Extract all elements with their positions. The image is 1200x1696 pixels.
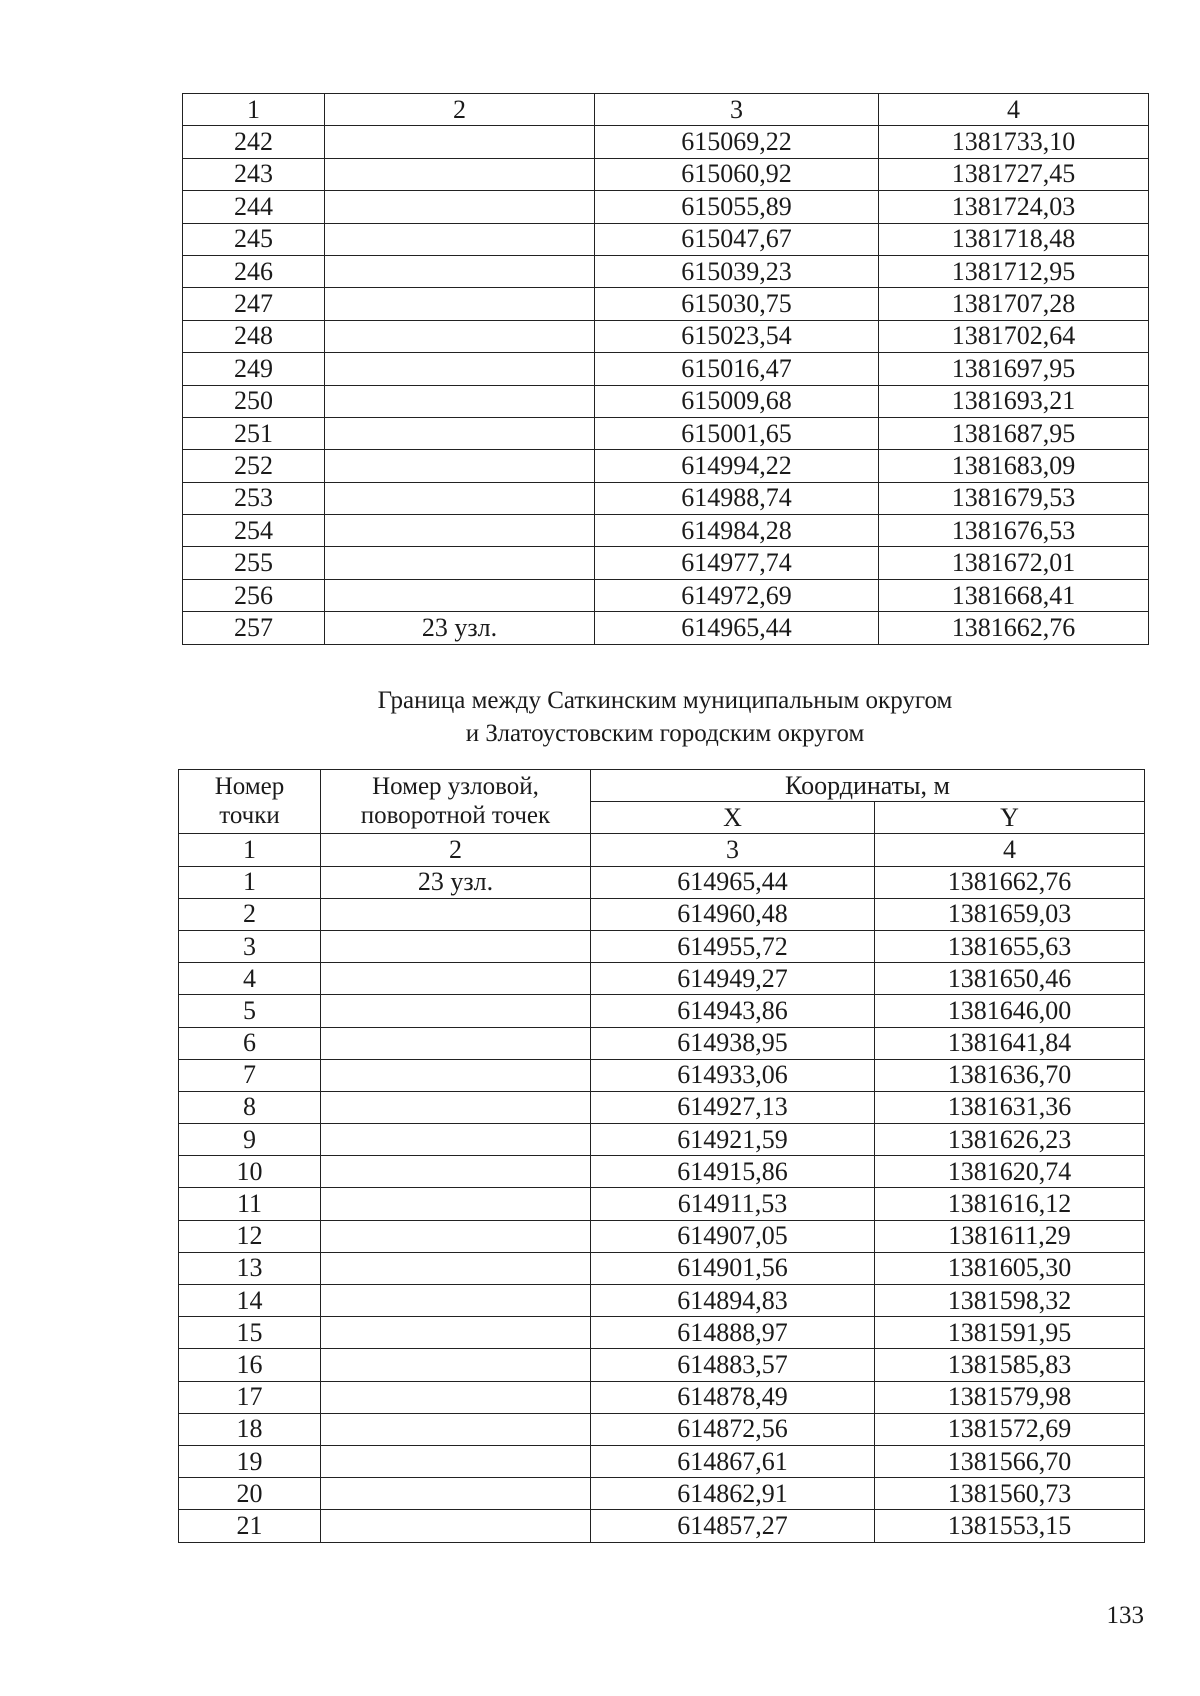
table1-body (183, 94, 1149, 645)
column-number-row (179, 834, 1145, 866)
table-row (179, 1188, 1145, 1220)
table-cell: 614965,44 (591, 866, 875, 898)
header-coordinates: Координаты, м (591, 770, 1145, 802)
table-row (179, 1091, 1145, 1123)
table-cell: 1381620,74 (875, 1156, 1145, 1188)
table-row (179, 1413, 1145, 1445)
table-cell: 614927,13 (591, 1091, 875, 1123)
table-cell: 253 (183, 482, 325, 514)
table-cell: 1381631,36 (875, 1091, 1145, 1123)
table-cell: 615060,92 (595, 158, 879, 190)
header-row (179, 770, 1145, 802)
table-cell: 23 узл. (325, 612, 595, 644)
table-cell: 20 (179, 1478, 321, 1510)
table-cell: 254 (183, 515, 325, 547)
table-cell: 1381712,95 (879, 255, 1149, 287)
table-cell (325, 417, 595, 449)
table-cell (321, 1478, 591, 1510)
table-cell: 614878,49 (591, 1381, 875, 1413)
table-cell: 1381641,84 (875, 1027, 1145, 1059)
table-row (183, 320, 1149, 352)
col-number-cell: 1 (179, 834, 321, 866)
table-cell: 615023,54 (595, 320, 879, 352)
table-cell: 614872,56 (591, 1413, 875, 1445)
table-cell: 614888,97 (591, 1317, 875, 1349)
col-number-cell: 2 (321, 834, 591, 866)
table-cell: 614960,48 (591, 898, 875, 930)
table-cell (321, 1188, 591, 1220)
table-cell: 1381659,03 (875, 898, 1145, 930)
table-cell: 16 (179, 1349, 321, 1381)
table-cell: 248 (183, 320, 325, 352)
table-cell: 1381672,01 (879, 547, 1149, 579)
table-cell (325, 385, 595, 417)
table-cell: 1381553,15 (875, 1510, 1145, 1542)
section-title-line1: Граница между Саткинским муниципальным округом (377, 687, 953, 714)
table-cell: 614949,27 (591, 963, 875, 995)
table-cell: 614938,95 (591, 1027, 875, 1059)
table-cell: 17 (179, 1381, 321, 1413)
table-cell: 1381687,95 (879, 417, 1149, 449)
table-cell (321, 1220, 591, 1252)
table-cell (321, 1349, 591, 1381)
table-cell: 252 (183, 450, 325, 482)
table-cell: 7 (179, 1059, 321, 1091)
table-cell (321, 1381, 591, 1413)
table-cell: 14 (179, 1285, 321, 1317)
table-cell: 12 (179, 1220, 321, 1252)
table-cell (321, 1252, 591, 1284)
table-row (183, 547, 1149, 579)
table-cell: 21 (179, 1510, 321, 1542)
table-cell: 247 (183, 288, 325, 320)
table-cell: 13 (179, 1252, 321, 1284)
table-cell (321, 1059, 591, 1091)
table-cell: 2 (179, 898, 321, 930)
header-node-number: Номер узловой, поворотной точек (321, 770, 591, 834)
table-cell (325, 288, 595, 320)
table-row (179, 963, 1145, 995)
table-cell: 1381616,12 (875, 1188, 1145, 1220)
table-cell (325, 126, 595, 158)
table-cell: 1381636,70 (875, 1059, 1145, 1091)
table-cell: 1381724,03 (879, 191, 1149, 223)
table-cell: 250 (183, 385, 325, 417)
table-cell: 249 (183, 353, 325, 385)
table-cell: 614955,72 (591, 930, 875, 962)
table-cell (325, 353, 595, 385)
table-cell: 615009,68 (595, 385, 879, 417)
table-cell: 1381611,29 (875, 1220, 1145, 1252)
table-cell: 19 (179, 1445, 321, 1477)
table-cell: 1381676,53 (879, 515, 1149, 547)
table-cell: 18 (179, 1413, 321, 1445)
table-row (179, 1381, 1145, 1413)
table-cell (325, 515, 595, 547)
table-cell: 614915,86 (591, 1156, 875, 1188)
table-cell: 11 (179, 1188, 321, 1220)
table-cell: 1381585,83 (875, 1349, 1145, 1381)
table-cell: 614907,05 (591, 1220, 875, 1252)
table-row (179, 1445, 1145, 1477)
section-title-line2: и Златоустовским городским округом (465, 720, 865, 747)
col-number-cell: 3 (591, 834, 875, 866)
table-cell: 1381646,00 (875, 995, 1145, 1027)
table-cell: 257 (183, 612, 325, 644)
table-row (179, 1220, 1145, 1252)
section-title (182, 684, 1148, 750)
table-row (183, 417, 1149, 449)
table-cell (325, 450, 595, 482)
table-row (183, 612, 1149, 644)
table2-body (179, 866, 1145, 1542)
table-cell (325, 547, 595, 579)
table-cell (321, 1445, 591, 1477)
table-cell (325, 191, 595, 223)
table-row (179, 1156, 1145, 1188)
table-row (183, 385, 1149, 417)
table-cell: 8 (179, 1091, 321, 1123)
table-cell (325, 320, 595, 352)
table-cell: 10 (179, 1156, 321, 1188)
table-cell: 256 (183, 579, 325, 611)
table-cell (325, 579, 595, 611)
table-cell: 1381560,73 (875, 1478, 1145, 1510)
table-cell: 614921,59 (591, 1124, 875, 1156)
table-cell (321, 1156, 591, 1188)
table-row (183, 579, 1149, 611)
table-cell: 614977,74 (595, 547, 879, 579)
table-row (179, 898, 1145, 930)
table-cell: 1381718,48 (879, 223, 1149, 255)
table-cell (325, 158, 595, 190)
table-row (179, 866, 1145, 898)
table-cell: 614943,86 (591, 995, 875, 1027)
table-cell: 1381702,64 (879, 320, 1149, 352)
table-row (183, 288, 1149, 320)
table-row (183, 191, 1149, 223)
table-cell: 1381566,70 (875, 1445, 1145, 1477)
table-cell: 1381707,28 (879, 288, 1149, 320)
table-cell: 614965,44 (595, 612, 879, 644)
table-row (179, 1124, 1145, 1156)
table-cell: 1381579,98 (875, 1381, 1145, 1413)
table-cell: 1381679,53 (879, 482, 1149, 514)
table-row (183, 482, 1149, 514)
table-cell (321, 1317, 591, 1349)
table-cell: 1381650,46 (875, 963, 1145, 995)
table-row (179, 1478, 1145, 1510)
coordinates-table-continued (182, 93, 1149, 645)
table-cell: 1381572,69 (875, 1413, 1145, 1445)
table-cell: 1381693,21 (879, 385, 1149, 417)
col-number-cell: 3 (595, 94, 879, 126)
table-cell: 614994,22 (595, 450, 879, 482)
table-cell (321, 898, 591, 930)
table-cell: 251 (183, 417, 325, 449)
table-cell: 614894,83 (591, 1285, 875, 1317)
column-number-row (183, 94, 1149, 126)
table-cell: 614867,61 (591, 1445, 875, 1477)
table-cell: 1381626,23 (875, 1124, 1145, 1156)
table-row (179, 1510, 1145, 1542)
table-cell: 1381591,95 (875, 1317, 1145, 1349)
table-cell: 615030,75 (595, 288, 879, 320)
table-row (183, 255, 1149, 287)
table-cell (321, 1510, 591, 1542)
header-y: Y (875, 802, 1145, 834)
table-cell: 614988,74 (595, 482, 879, 514)
table-cell: 615039,23 (595, 255, 879, 287)
table-cell: 1381683,09 (879, 450, 1149, 482)
table-cell: 614857,27 (591, 1510, 875, 1542)
table-cell: 615055,89 (595, 191, 879, 223)
table-cell: 244 (183, 191, 325, 223)
table-row (179, 1059, 1145, 1091)
table-cell: 15 (179, 1317, 321, 1349)
table-cell (321, 1285, 591, 1317)
table-cell (321, 963, 591, 995)
table-cell: 614862,91 (591, 1478, 875, 1510)
table-row (179, 930, 1145, 962)
table-cell (321, 1124, 591, 1156)
table-cell (325, 223, 595, 255)
col-number-cell: 4 (875, 834, 1145, 866)
table-cell: 615001,65 (595, 417, 879, 449)
table-cell: 23 узл. (321, 866, 591, 898)
table-row (179, 1252, 1145, 1284)
table-cell: 5 (179, 995, 321, 1027)
col-number-cell: 4 (879, 94, 1149, 126)
page-number: 133 (1106, 1602, 1144, 1629)
table-cell: 614933,06 (591, 1059, 875, 1091)
table-cell: 3 (179, 930, 321, 962)
table-row (179, 1027, 1145, 1059)
table-cell: 1381662,76 (879, 612, 1149, 644)
table-cell: 243 (183, 158, 325, 190)
table-cell: 1381598,32 (875, 1285, 1145, 1317)
table-cell: 1381662,76 (875, 866, 1145, 898)
header-point-number: Номер точки (179, 770, 321, 834)
table-row (183, 515, 1149, 547)
table-cell: 1381727,45 (879, 158, 1149, 190)
table2-head (179, 770, 1145, 867)
table-row (179, 995, 1145, 1027)
table-row (183, 450, 1149, 482)
table-row (183, 353, 1149, 385)
table-cell: 1381655,63 (875, 930, 1145, 962)
table-cell (321, 1027, 591, 1059)
table-cell: 246 (183, 255, 325, 287)
coordinates-table (178, 769, 1145, 1543)
table-cell (325, 482, 595, 514)
table-cell: 9 (179, 1124, 321, 1156)
table-cell (321, 995, 591, 1027)
table-row (179, 1349, 1145, 1381)
table-row (183, 223, 1149, 255)
table-row (179, 1285, 1145, 1317)
table-cell: 614883,57 (591, 1349, 875, 1381)
table-cell: 6 (179, 1027, 321, 1059)
table-cell: 4 (179, 963, 321, 995)
table-cell: 615069,22 (595, 126, 879, 158)
table-cell: 245 (183, 223, 325, 255)
table-cell: 242 (183, 126, 325, 158)
table-cell: 1 (179, 866, 321, 898)
table-cell (325, 255, 595, 287)
table-cell (321, 1413, 591, 1445)
table-row (183, 126, 1149, 158)
table-row (183, 158, 1149, 190)
table-cell: 1381668,41 (879, 579, 1149, 611)
col-number-cell: 2 (325, 94, 595, 126)
table-cell: 615016,47 (595, 353, 879, 385)
table-cell: 615047,67 (595, 223, 879, 255)
table-cell: 1381733,10 (879, 126, 1149, 158)
table-cell: 614972,69 (595, 579, 879, 611)
table-cell (321, 1091, 591, 1123)
table-cell: 614984,28 (595, 515, 879, 547)
table-row (179, 1317, 1145, 1349)
table-cell: 614911,53 (591, 1188, 875, 1220)
table-cell: 614901,56 (591, 1252, 875, 1284)
header-x: X (591, 802, 875, 834)
table-cell: 1381605,30 (875, 1252, 1145, 1284)
table-cell (321, 930, 591, 962)
table-cell: 255 (183, 547, 325, 579)
col-number-cell: 1 (183, 94, 325, 126)
table-cell: 1381697,95 (879, 353, 1149, 385)
